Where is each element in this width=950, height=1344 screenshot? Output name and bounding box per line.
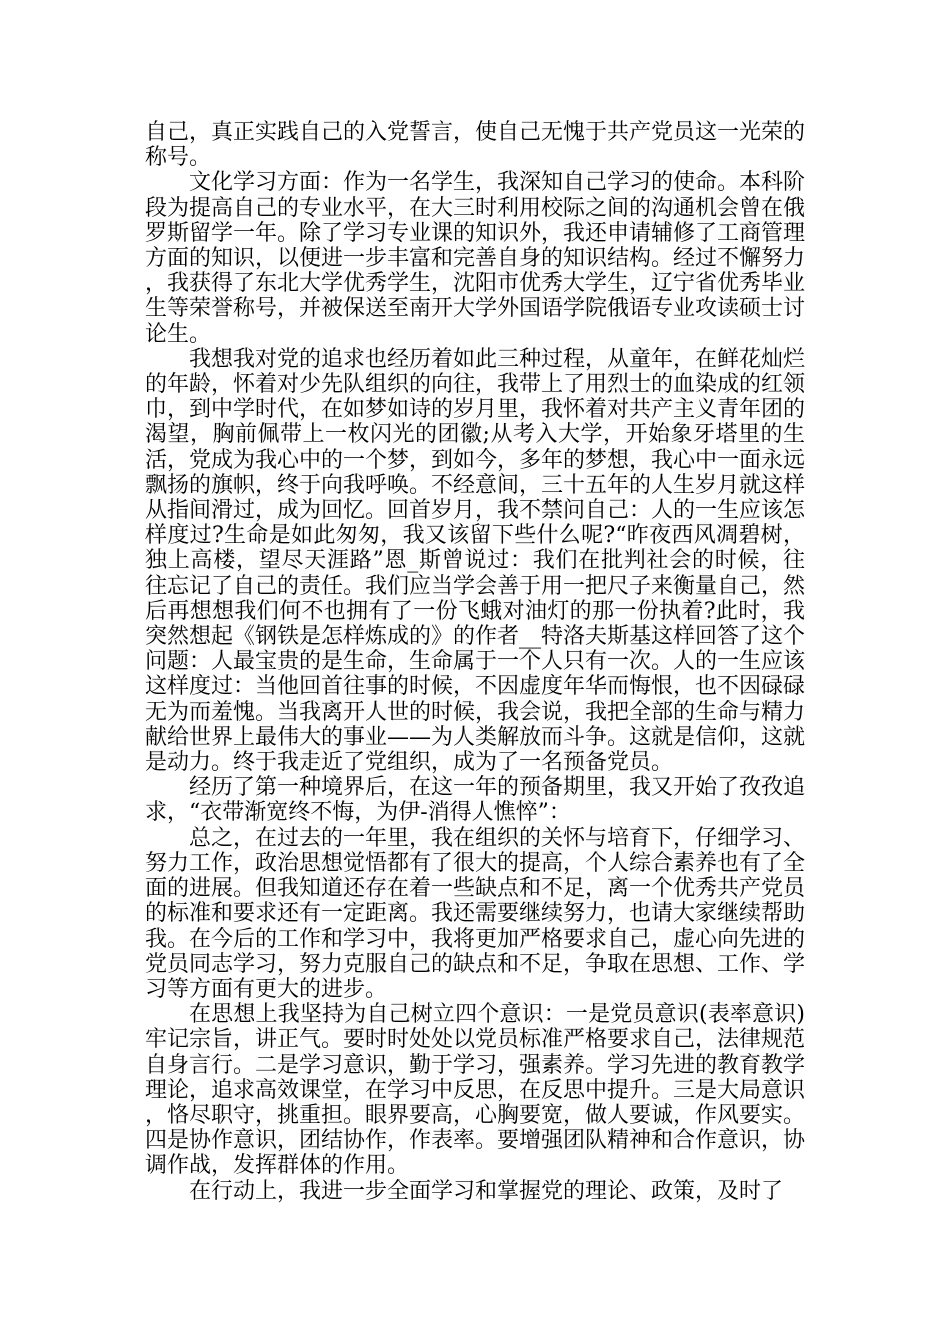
paragraph-four-awareness: 在思想上我坚持为自己树立四个意识：一是党员意识(表率意识)牢记宗旨，讲正气。要时时处处以党员标准严格要求自己，法律规范自身言行。二是学习意识，勤于学习，强素养。学习先进的教育教学理论，追求高效课堂，在学习中反思，在反思中提升。三是大局意识，恪尽职守，挑重担。眼界要高，心胸要宽，做人要诚，作风要实。四是协作意识，团结协作，作表率。要增强团队精神和合作意识，协调作战，发挥群体的作用。: [145, 1002, 806, 1179]
paragraph-cultural-study: 文化学习方面：作为一名学生，我深知自己学习的使命。本科阶段为提高自己的专业水平，在大三时利用校际之间的沟通机会曾在俄罗斯留学一年。除了学习专业课的知识外，我还申请辅修了工商管理方面的知识，以便进一步丰富和完善自身的知识结构。经过不懈努力，我获得了东北大学优秀学生，沈阳市优秀大学生，辽宁省优秀毕业生等荣誉称号，并被保送至南开大学外国语学院俄语专业攻读硕士讨论生。: [145, 170, 806, 347]
paragraph-continuation: 自己，真正实践自己的入党誓言，使自己无愧于共产党员这一光荣的称号。: [145, 120, 806, 171]
paragraph-party-pursuit: 我想我对党的追求也经历着如此三种过程，从童年，在鲜花灿烂的年龄，怀着对少先队组织的向往，我带上了用烈士的血染成的红领巾，到中学时代，在如梦如诗的岁月里，我怀着对共产主义青年团的渴望，胸前佩带上一枚闪光的团徽;从考入大学，开始象牙塔里的生活，党成为我心中的一个梦，到如今，多年的梦想，我心中一面永远飘扬的旗帜，终于向我呼唤。不经意间，三十五年的人生岁月就这样从指间滑过，成为回忆。回首岁月，我不禁问自己：人的一生应该怎样度过?生命是如此匆匆，我又该留下些什么呢?“昨夜西风凋碧树，独上高楼，望尽天涯路”恩_斯曾说过：我们在批判社会的时候，往往忘记了自己的责任。我们应当学会善于用一把尺子来衡量自己，然后再想想我们何不也拥有了一份飞蛾对油灯的那一份执着?此时，我突然想起《钢铁是怎样炼成的》的作者__特洛夫斯基这样回答了这个问题：人最宝贵的是生命，生命属于一个人只有一次。人的一生应该这样度过：当他回首往事的时候，不因虚度年华而悔恨，也不因碌碌无为而羞愧。当我离开人世的时候，我会说，我把全部的生命与精力献给世界上最伟大的事业——为人类解放而斗争。这就是信仰，这就是动力。终于我走近了党组织，成为了一名预备党员。: [145, 346, 806, 776]
document-body: [145, 120, 805, 1204]
paragraph-summary: 总之，在过去的一年里，我在组织的关怀与培育下，仔细学习、努力工作，政治思想觉悟都有了很大的提高，个人综合素养也有了全面的进展。但我知道还存在着一些缺点和不足，离一个优秀共产党员的标准和要求还有一定距离。我还需要继续努力，也请大家继续帮助我。在今后的工作和学习中，我将更加严格要求自己，虚心向先进的党员同志学习，努力克服自己的缺点和不足，争取在思想、工作、学习等方面有更大的进步。: [145, 825, 806, 1002]
paragraph-probation-period: 经历了第一种境界后，在这一年的预备期里，我又开始了孜孜追求，“衣带渐宽终不悔，为伊-消得人憔悴”：: [145, 775, 806, 826]
paragraph-action: 在行动上，我进一步全面学习和掌握党的理论、政策，及时了: [189, 1178, 784, 1204]
